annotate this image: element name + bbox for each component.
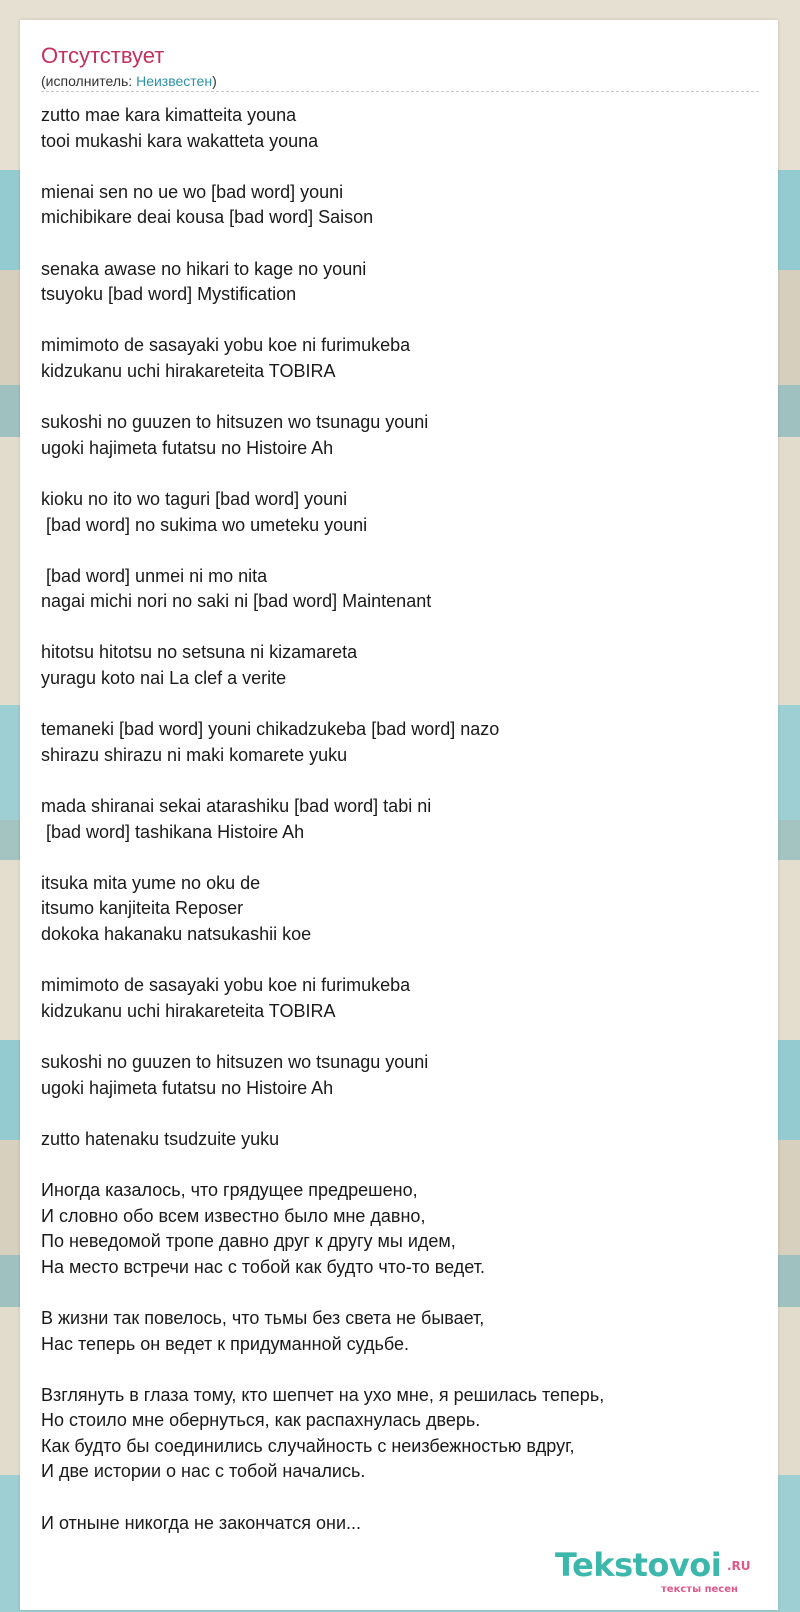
lyric-line: kidzukanu uchi hirakareteita TOBIRA bbox=[41, 1000, 336, 1021]
lyric-line bbox=[41, 1485, 761, 1511]
logo-subtitle: тексты песен bbox=[661, 1584, 738, 1595]
lyric-line: tsuyoku [bad word] Mystification bbox=[41, 284, 297, 305]
lyric-line bbox=[41, 385, 761, 411]
lyric-line bbox=[41, 461, 761, 487]
lyric-line: senaka awase no hikari to kage no youni bbox=[41, 258, 367, 279]
lyric-line bbox=[41, 1280, 761, 1306]
lyric-line: ugoki hajimeta futatsu no Histoire Ah bbox=[41, 437, 334, 458]
lyric-line bbox=[41, 231, 761, 257]
lyric-line: mimimoto de sasayaki yobu koe ni furimukeba bbox=[41, 335, 411, 356]
lyric-line: Нас теперь он ведет к придуманной судьбе. bbox=[41, 1333, 410, 1354]
lyric-line: itsumo kanjiteita Reposer bbox=[41, 898, 244, 919]
lyric-line: И отныне никогда не закончатся они... bbox=[41, 1512, 362, 1533]
lyric-line: kioku no ito wo taguri [bad word] youni bbox=[41, 488, 348, 509]
lyric-line: [bad word] unmei ni mo nita bbox=[41, 565, 268, 586]
lyric-line: mienai sen no ue wo [bad word] youni bbox=[41, 181, 344, 202]
lyric-line bbox=[41, 845, 761, 871]
lyric-line: [bad word] tashikana Histoire Ah bbox=[41, 821, 305, 842]
artist-line bbox=[41, 72, 217, 90]
lyric-line: kidzukanu uchi hirakareteita TOBIRA bbox=[41, 360, 336, 381]
lyric-line: По неведомой тропе давно друг к другу мы идем, bbox=[41, 1231, 456, 1252]
lyric-line: sukoshi no guuzen to hitsuzen wo tsunagu youni bbox=[41, 1051, 429, 1072]
lyric-line bbox=[41, 1152, 761, 1178]
lyric-line: michibikare deai kousa [bad word] Saison bbox=[41, 207, 374, 228]
artist-suffix: ) bbox=[212, 73, 217, 89]
lyrics-text bbox=[41, 103, 761, 1536]
title-divider bbox=[41, 91, 759, 92]
lyric-line: Но стоило мне обернуться, как распахнулась дверь. bbox=[41, 1410, 481, 1431]
logo-wordmark: Tekstovoi bbox=[555, 1546, 722, 1584]
lyric-line bbox=[41, 1357, 761, 1383]
lyric-line: И словно обо всем известно было мне давно, bbox=[41, 1205, 426, 1226]
lyric-line: nagai michi nori no saki ni [bad word] Maintenant bbox=[41, 591, 432, 612]
lyric-line bbox=[41, 1101, 761, 1127]
lyric-line bbox=[41, 1024, 761, 1050]
lyric-line: В жизни так повелось, что тьмы без света не бывает, bbox=[41, 1307, 485, 1328]
lyric-line: sukoshi no guuzen to hitsuzen wo tsunagu youni bbox=[41, 412, 429, 433]
lyric-line: Как будто бы соединились случайность с неизбежностью вдруг, bbox=[41, 1435, 575, 1456]
lyric-line: temaneki [bad word] youni chikadzukeba [bad word] nazo bbox=[41, 719, 500, 740]
lyric-line: zutto hatenaku tsudzuite yuku bbox=[41, 1128, 280, 1149]
lyric-line: dokoka hakanaku natsukashii koe bbox=[41, 924, 312, 944]
lyric-line bbox=[41, 948, 761, 974]
lyric-line: ugoki hajimeta futatsu no Histoire Ah bbox=[41, 1077, 334, 1098]
song-title: Отсутствует bbox=[41, 43, 165, 68]
lyric-line bbox=[41, 615, 761, 641]
lyric-line: yuragu koto nai La clef a verite bbox=[41, 668, 287, 689]
lyric-line: [bad word] no sukima wo umeteku youni bbox=[41, 514, 368, 535]
lyric-line: Взглянуть в глаза тому, кто шепчет на ухо мне, я решилась теперь, bbox=[41, 1384, 605, 1405]
artist-prefix: (исполнитель: bbox=[41, 73, 137, 89]
lyric-line bbox=[41, 768, 761, 794]
lyric-line: И две истории о нас с тобой начались. bbox=[41, 1461, 366, 1482]
lyric-line: shirazu shirazu ni maki komarete yuku bbox=[41, 744, 348, 765]
artist-link[interactable]: Неизвестен bbox=[136, 73, 213, 89]
site-logo[interactable] bbox=[555, 1545, 780, 1605]
lyric-line bbox=[41, 308, 761, 334]
lyric-line: hitotsu hitotsu no setsuna ni kizamareta bbox=[41, 642, 358, 663]
lyric-line: mada shiranai sekai atarashiku [bad word] tabi ni bbox=[41, 796, 432, 817]
lyric-line bbox=[41, 692, 761, 718]
lyric-line: tooi mukashi kara wakatteta youna bbox=[41, 130, 319, 151]
lyric-line bbox=[41, 538, 761, 564]
lyric-line bbox=[41, 154, 761, 180]
logo-tld: .RU bbox=[727, 1559, 751, 1573]
lyrics-card bbox=[20, 20, 778, 1610]
lyric-line: Иногда казалось, что грядущее предрешено, bbox=[41, 1179, 418, 1200]
lyric-line: zutto mae kara kimatteita youna bbox=[41, 105, 297, 125]
lyric-line: mimimoto de sasayaki yobu koe ni furimukeba bbox=[41, 975, 411, 996]
lyric-line: itsuka mita yume no oku de bbox=[41, 872, 261, 893]
lyric-line: На место встречи нас с тобой как будто что-то ведет. bbox=[41, 1256, 485, 1277]
